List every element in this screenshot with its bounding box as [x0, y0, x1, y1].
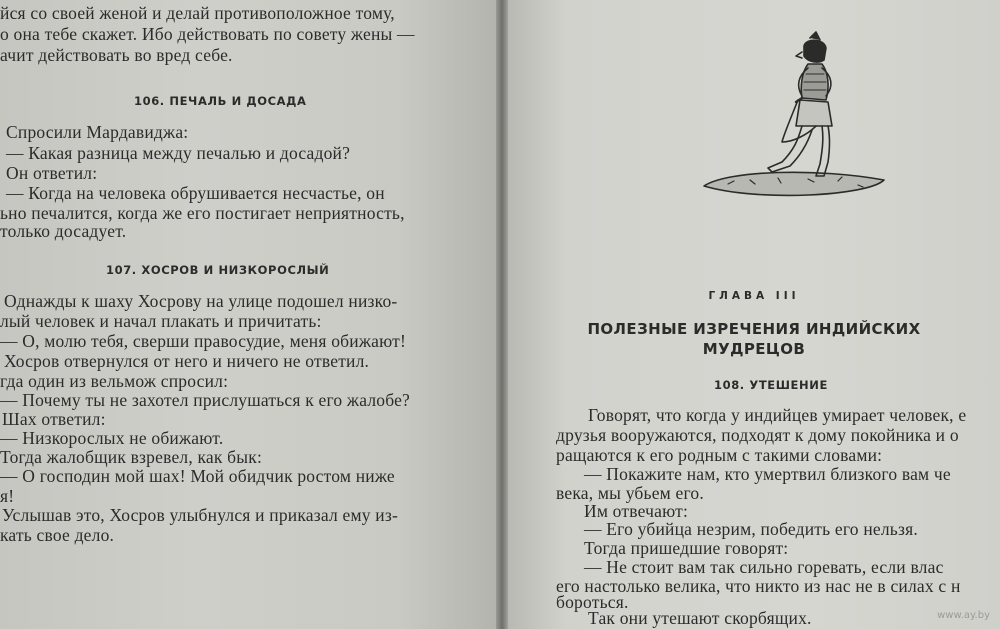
text-line: Он ответил:: [6, 163, 98, 183]
text-line: Хосров отвернулся от него и ничего не ответил.: [4, 351, 370, 371]
text-line: — Его убийца незрим, победить его нельзя.: [584, 519, 918, 539]
text-line: Спросили Мардавиджа:: [6, 122, 189, 142]
text-line: — О, молю тебя, сверши правосудие, меня обижают!: [0, 331, 406, 351]
text-line: лый человек и начал плакать и причитать:: [0, 311, 322, 331]
text-line: Тогда жалобщик взревел, как бык:: [0, 447, 263, 467]
watermark: www.ay.by: [937, 610, 990, 621]
text-line: гда один из вельмож спросил:: [0, 371, 229, 391]
chapter-title: ПОЛЕЗНЫЕ ИЗРЕЧЕНИЯ ИНДИЙСКИХ: [587, 320, 921, 338]
text-line: кать свое дело.: [0, 525, 115, 545]
text-line: йся со своей женой и делай противоположное тому,: [0, 3, 395, 23]
text-line: Им отвечают:: [584, 501, 689, 521]
chapter-label: ГЛАВА III: [708, 290, 800, 302]
text-line: только досадует.: [0, 221, 127, 241]
section-heading-106: 106. ПЕЧАЛЬ И ДОСАДА: [134, 94, 307, 108]
text-line: ьно печалится, когда же его постигает неприятность,: [0, 203, 405, 223]
text-line: Однажды к шаху Хосрову на улице подошел низко-: [4, 291, 398, 311]
left-page: [0, 0, 496, 629]
text-line: бороться.: [556, 592, 629, 612]
text-line: ращаются к его родным с такими словами:: [556, 445, 883, 465]
text-line: Говорят, что когда у индийцев умирает человек, е: [588, 405, 967, 425]
text-line: — Не стоит вам так сильно горевать, если влас: [584, 557, 944, 577]
text-line: — Покажите нам, кто умертвил близкого вам че: [584, 464, 951, 484]
text-line: — О господин мой шах! Мой обидчик ростом ниже: [0, 466, 395, 486]
chapter-title-continued: МУДРЕЦОВ: [702, 340, 806, 358]
text-line: — Низкорослых не обижают.: [0, 428, 224, 448]
text-line: Так они утешают скорбящих.: [588, 608, 812, 628]
text-line: я!: [0, 486, 15, 506]
text-line: Услышав это, Хосров улыбнулся и приказал ему из-: [2, 505, 398, 525]
text-line: его настолько велика, что никто из нас не в силах с н: [556, 576, 961, 596]
text-line: — Почему ты не захотел прислушаться к его жалобе?: [0, 390, 411, 410]
text-line: века, мы убьем его.: [556, 483, 704, 503]
text-line: Шах ответил:: [2, 409, 106, 429]
text-line: о она тебе скажет. Ибо действовать по совету жены —: [0, 24, 415, 44]
text-line: друзья вооружаются, подходят к дому покойника и о: [556, 425, 959, 445]
section-heading-108: 108. УТЕШЕНИЕ: [714, 378, 828, 392]
text-line: — Какая разница между печалью и досадой?: [6, 143, 351, 163]
text-line: Тогда пришедшие говорят:: [584, 538, 789, 558]
section-heading-107: 107. ХОСРОВ И НИЗКОРОСЛЫЙ: [106, 263, 330, 277]
right-page: [508, 0, 1000, 629]
book-gutter: [496, 0, 508, 629]
warrior-with-saber-icon: [698, 30, 888, 210]
text-line: ачит действовать во вред себе.: [0, 45, 233, 65]
text-line: — Когда на человека обрушивается несчастье, он: [6, 183, 385, 203]
